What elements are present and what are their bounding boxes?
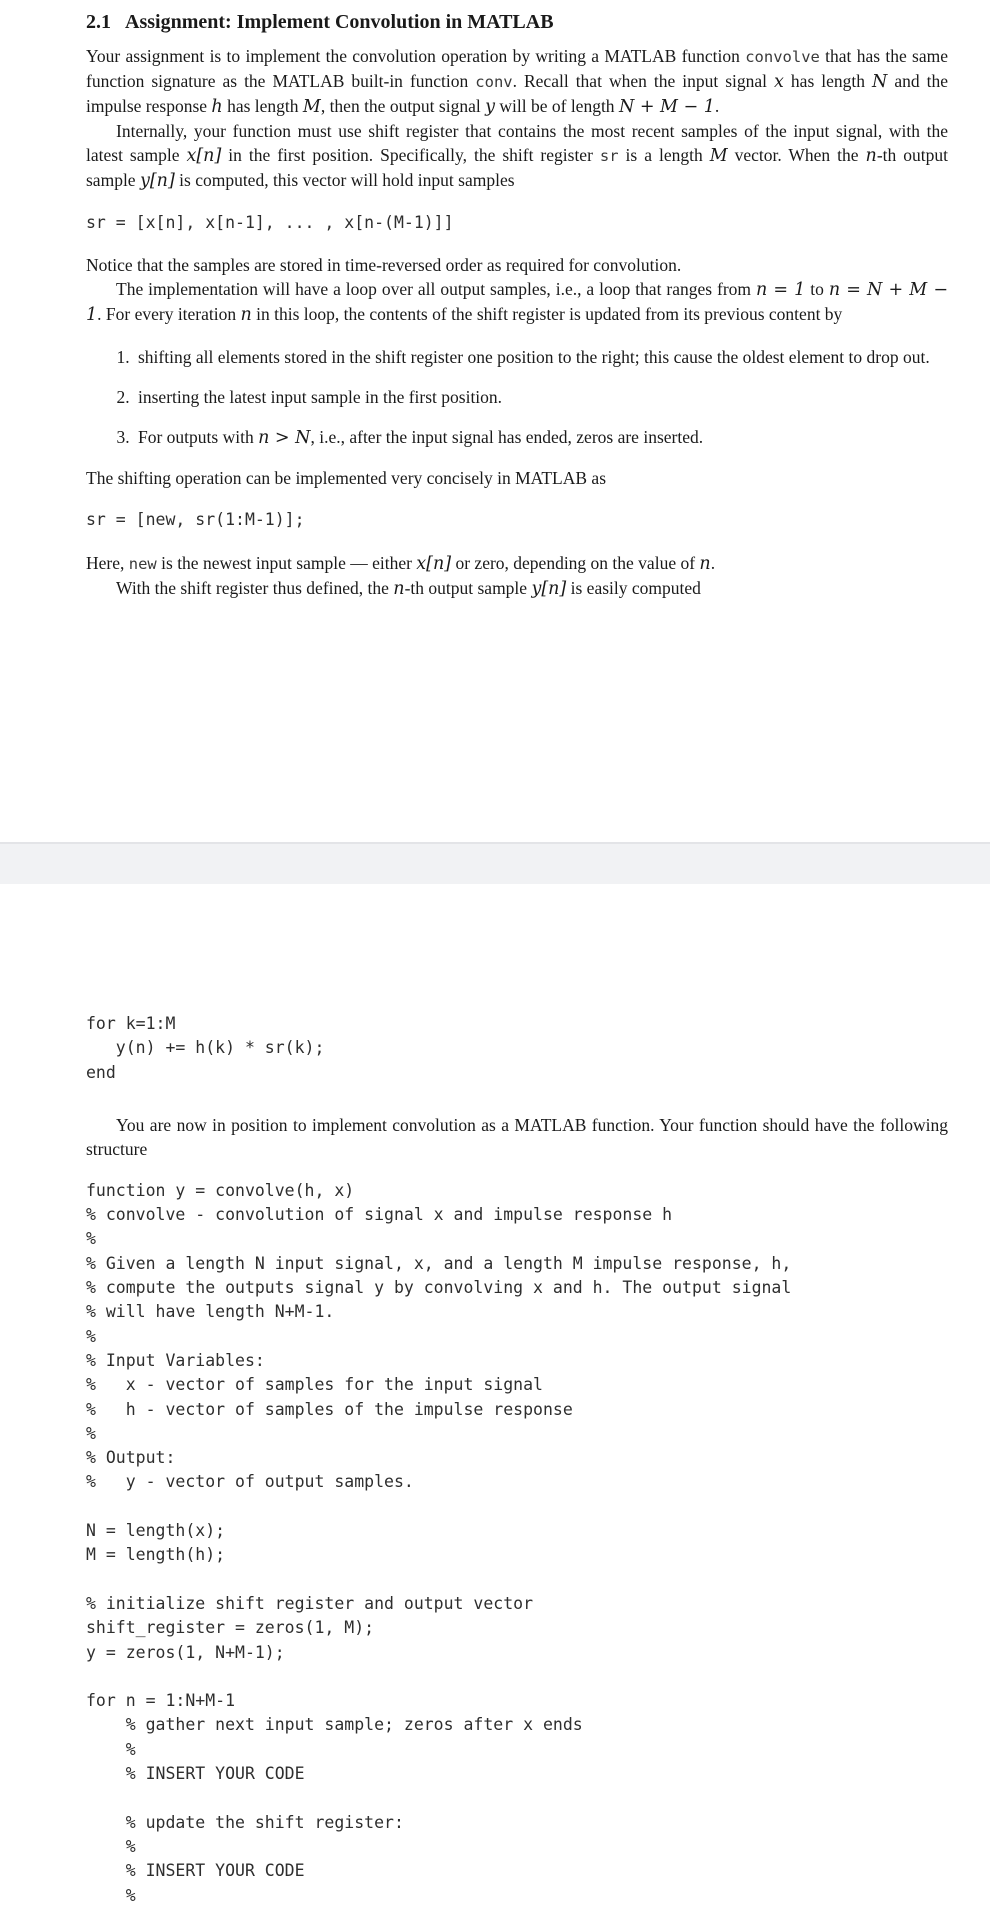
paragraph-shift-register: Internally, your function must use shift register that contains the most recent samples of the input signal, with the latest sample x[n] in the first position. Specifically, the shift register sr is a length M vector. When the n-th output sample y[n] is computed, this vector will hold input samples (86, 121, 948, 191)
list-item: 2. inserting the latest input sample in the first position. (134, 385, 948, 409)
section-heading (86, 10, 948, 34)
code-line: % (86, 1836, 136, 1856)
paragraph-loop: The implementation will have a loop over all output samples, i.e., a loop that ranges from n = 1 to n = N + M − 1. For every iteration n in this loop, the contents of the shift register is updated from its previous content by (86, 279, 948, 326)
code-line: % convolve - convolution of signal x and impulse response h (86, 1205, 673, 1225)
section-number: 2.1 (86, 11, 111, 33)
inline-code-convolve: convolve (745, 48, 820, 66)
code-line (86, 1568, 948, 1592)
code-line: shift_register = zeros(1, M); (86, 1618, 375, 1638)
code-line: M = length(h); (86, 1545, 226, 1565)
paragraph-time-reversed: Notice that the samples are stored in time-reversed order as required for convolution. (86, 255, 682, 276)
list-item: 1. shifting all elements stored in the shift register one position to the right; this cause the oldest element to drop out. (134, 345, 948, 369)
code-shift-register-def: sr = [x[n], x[n-1], ... , x[n-(M-1)]] (86, 213, 454, 232)
code-function-template (86, 1179, 948, 1908)
page-2-content (86, 1012, 948, 1908)
page-1-content (86, 10, 948, 601)
code-line: y = zeros(1, N+M-1); (86, 1642, 285, 1662)
page-2 (0, 884, 990, 1920)
paragraph-shifting-op: The shifting operation can be implemented very concisely in MATLAB as (86, 468, 607, 489)
inline-code-new: new (128, 554, 157, 573)
code-line: % (86, 1229, 96, 1249)
page-1 (0, 0, 990, 842)
code-line: % update the shift register: (86, 1812, 404, 1832)
code-line: function y = convolve(h, x) (86, 1180, 355, 1200)
code-line: % x - vector of samples for the input signal (86, 1375, 543, 1395)
code-line: % (86, 1885, 136, 1905)
inline-code-conv: conv (475, 73, 513, 91)
code-line: % Output: (86, 1448, 176, 1468)
code-line: % compute the outputs signal y by convolving x and h. The output signal (86, 1278, 792, 1298)
code-line: % will have length N+M-1. (86, 1302, 335, 1322)
code-line: % (86, 1423, 96, 1443)
inline-code-sr: sr (599, 147, 619, 165)
page-separator (0, 842, 990, 886)
code-line: % INSERT YOUR CODE (86, 1861, 305, 1881)
code-line: % initialize shift register and output vector (86, 1593, 534, 1613)
update-steps-list (86, 345, 948, 450)
code-line: for n = 1:N+M-1 (86, 1691, 236, 1711)
code-line: N = length(x); (86, 1521, 226, 1541)
list-item: 3. For outputs with n > N, i.e., after the input signal has ended, zeros are inserted. (134, 425, 948, 450)
code-line: % h - vector of samples of the impulse response (86, 1399, 573, 1419)
code-inner-loop: for k=1:M y(n) += h(k) * sr(k); end (86, 1014, 325, 1082)
paragraph-new-sample: Here, new is the newest input sample — either x[n] or zero, depending on the value of n. (86, 552, 716, 574)
code-line: % Given a length N input signal, x, and a length M impulse response, h, (86, 1253, 792, 1273)
code-line (86, 1786, 948, 1810)
code-line: % (86, 1326, 96, 1346)
section-title: Assignment: Implement Convolution in MATLAB (125, 11, 554, 33)
code-line: % gather next input sample; zeros after x ends (86, 1715, 583, 1735)
code-line: % y - vector of output samples. (86, 1472, 414, 1492)
code-line (86, 1665, 948, 1689)
code-line: % (86, 1739, 136, 1759)
paragraph-output-sample: With the shift register thus defined, the n-th output sample y[n] is easily computed (116, 577, 701, 599)
code-shift-op: sr = [new, sr(1:M-1)]; (86, 510, 305, 530)
code-line: % INSERT YOUR CODE (86, 1764, 305, 1784)
paragraph-intro: Your assignment is to implement the convolution operation by writing a MATLAB function convolve that has the same function signature as the MATLAB built-in function conv. Recall that when the input signal x has length N and the impulse response h has length M, then the output signal y will be of length N + M − 1. (86, 46, 949, 117)
code-line (86, 1495, 948, 1519)
code-line: % Input Variables: (86, 1350, 265, 1370)
paragraph-function-structure: You are now in position to implement convolution as a MATLAB function. Your function should have the following structure (86, 1114, 948, 1159)
